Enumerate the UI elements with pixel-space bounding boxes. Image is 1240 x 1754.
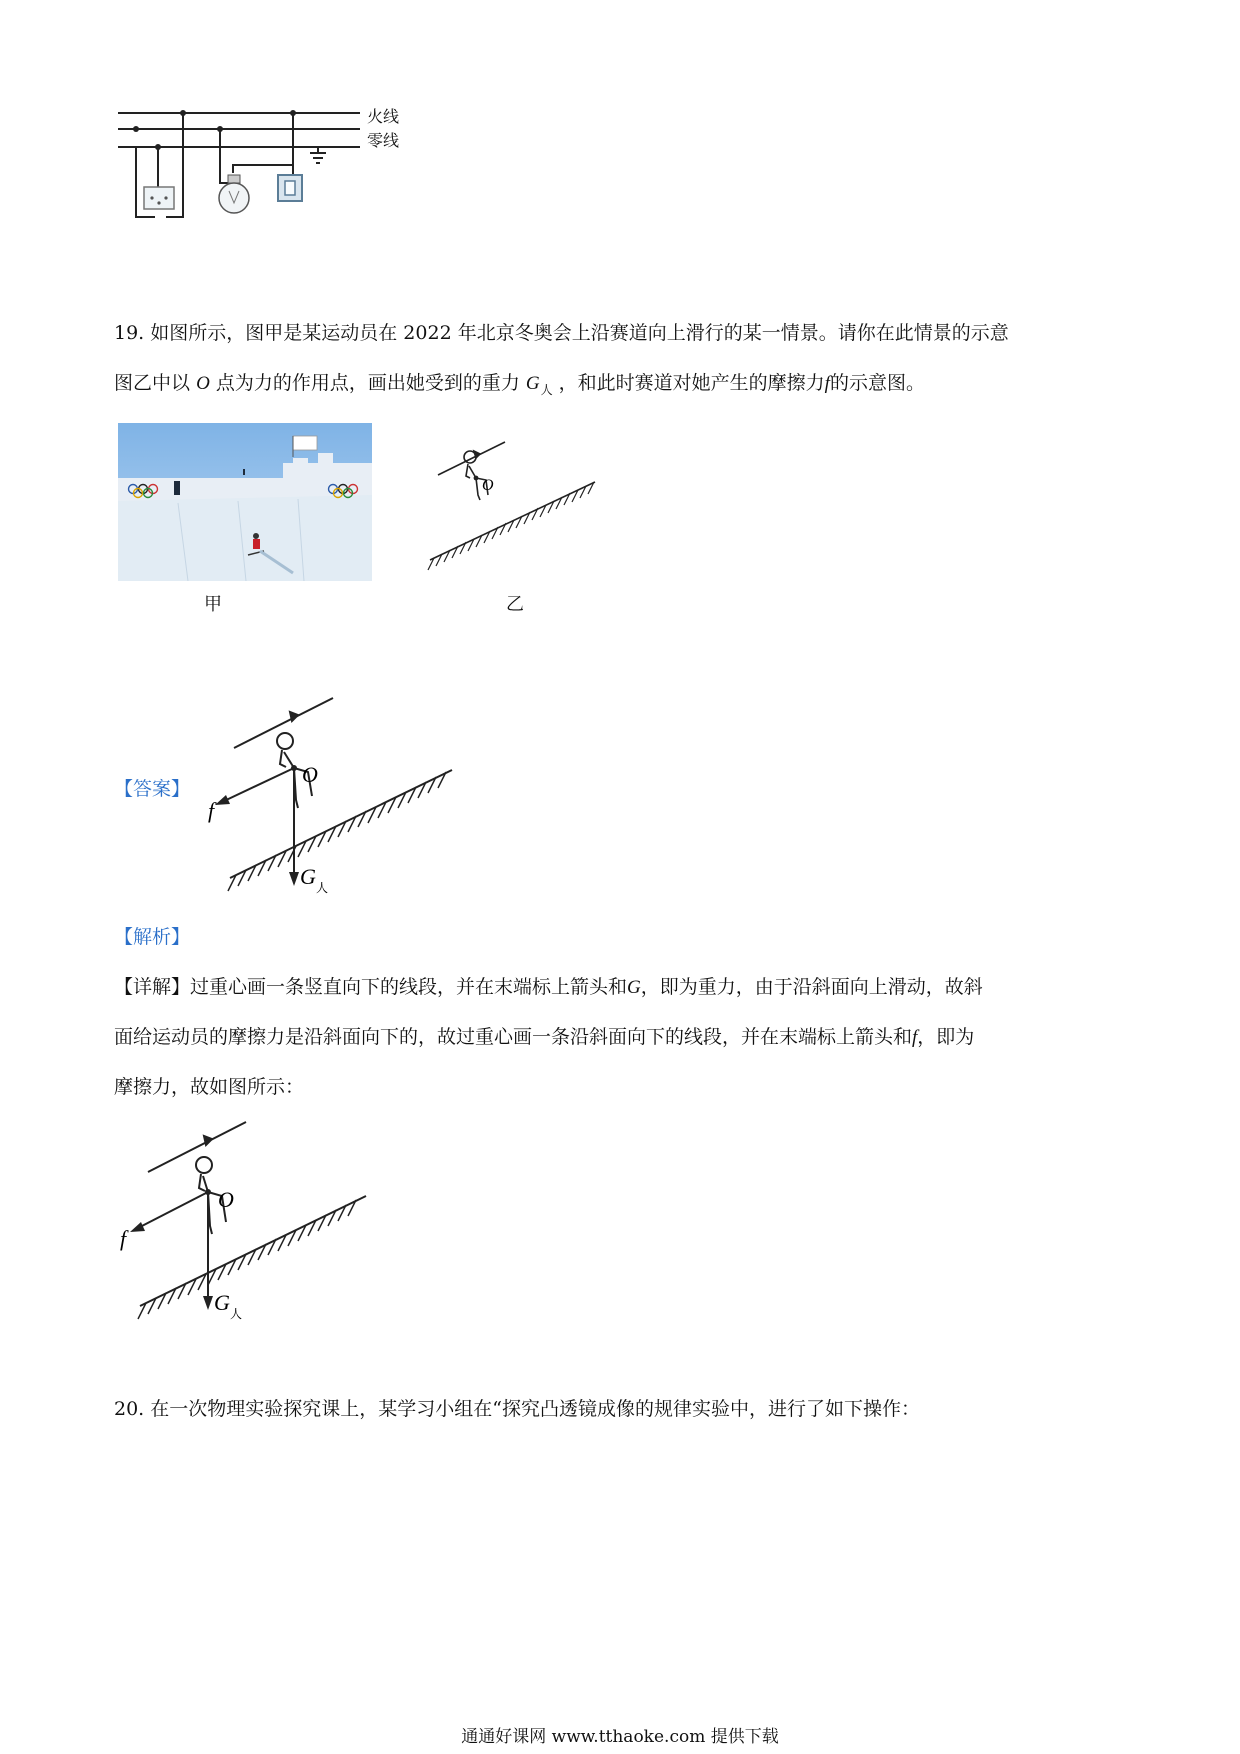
switch-icon <box>278 175 302 201</box>
detail-line3: 摩擦力，故如图所示： <box>114 1076 305 1098</box>
q20-line1: 20. 在一次物理实验探究课上，某学习小组在“探究凸透镜成像的规律实验中，进行了如下操作： <box>114 1398 920 1420</box>
caption-jia: 甲 <box>204 594 222 615</box>
lamp-icon <box>219 175 249 213</box>
point-O-label: O <box>482 477 494 494</box>
friction-f-label: f <box>120 1226 127 1251</box>
gravity-G-subscript: 人 <box>230 1307 243 1321</box>
slope-diagram-answer <box>200 688 460 908</box>
slope-diagram-analysis <box>118 1112 378 1332</box>
caption-yi: 乙 <box>506 594 524 615</box>
gravity-G-label: G <box>300 864 316 889</box>
q19-line1: 19. 如图所示，图甲是某运动员在 2022 年北京冬奥会上沿赛道向上滑行的某一情景。请你在此情景的示意 <box>114 322 1009 344</box>
analysis-tag: 【解析】 <box>114 926 191 948</box>
question-number: 19. <box>114 322 145 344</box>
neutral-wire-label: 零线 <box>367 131 400 150</box>
socket-icon <box>144 187 174 209</box>
point-O-label: O <box>218 1187 234 1212</box>
live-wire-label: 火线 <box>367 107 400 126</box>
q19-line2: 图乙中以 O 点为力的作用点，画出她受到的重力 $G_人$ ，和此时赛道对她产生的摩擦力f的示意图。 <box>114 372 925 397</box>
answer-tag: 【答案】 <box>114 778 191 800</box>
detail-line1: 【详解】过重心画一条竖直向下的线段，并在末端标上箭头和G，即为重力，由于沿斜面向上滑动，故斜 <box>114 976 983 998</box>
friction-f-label: f <box>208 798 215 823</box>
gravity-G-label: G <box>214 1290 230 1315</box>
olympic-skier-photo <box>118 423 372 581</box>
detail-tag: 【详解】 <box>114 976 191 998</box>
footer-watermark: 通通好课网 www.tthaoke.com 提供下载 <box>461 1727 779 1747</box>
slope-diagram-question <box>420 420 610 580</box>
point-O-label: O <box>302 762 318 787</box>
gravity-G-subscript: 人 <box>316 881 329 895</box>
detail-line2: 面给运动员的摩擦力是沿斜面向下的，故过重心画一条沿斜面向下的线段，并在末端标上箭头和f，即为 <box>114 1026 975 1048</box>
